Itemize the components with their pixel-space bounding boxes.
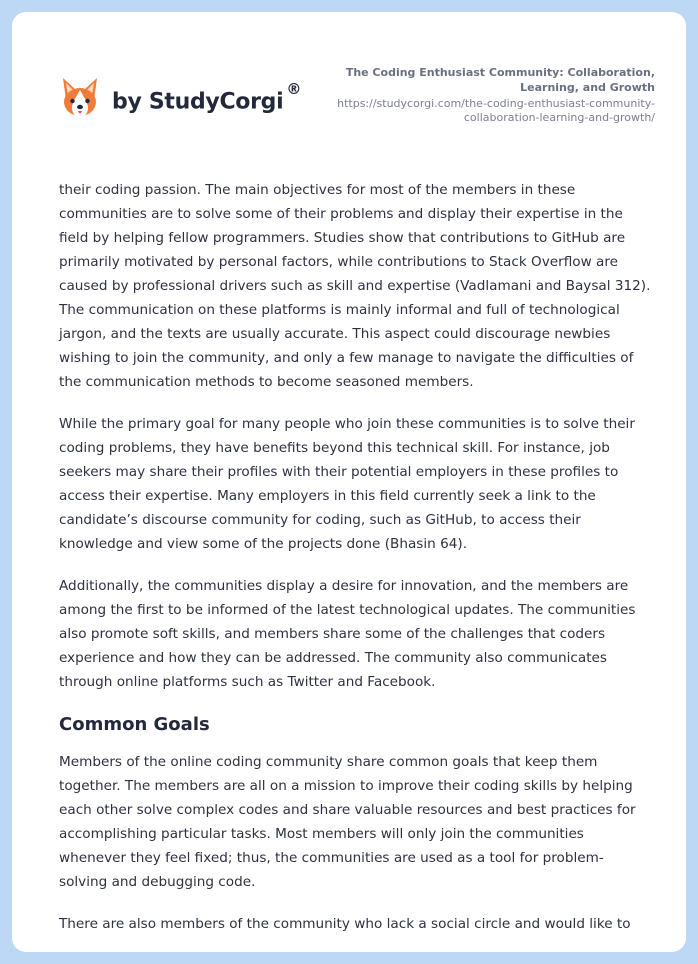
- paragraph: There are also members of the community who lack a social circle and would like to: [59, 916, 631, 932]
- studycorgi-logo[interactable]: [60, 76, 301, 120]
- corgi-icon: [60, 76, 100, 120]
- section-heading-common-goals: Common Goals: [59, 714, 210, 735]
- document-meta: [315, 66, 655, 124]
- document-url[interactable]: https://studycorgi.com/the-coding-enthusiast-community-collaboration-learning-and-growth/: [337, 97, 655, 124]
- paragraph: their coding passion. The main objectives for most of the members in these communities are to solve some of their problems and display their expertise in the field by helping fellow programmers. Studies show that contributions to GitHub are primarily motivated by personal factors, while contributions to Stack Overflow are caused by professional drivers such as skill and expertise (Vadlamani and Baysal 312). The communication on these platforms is mainly informal and full of technological jargon, and the texts are usually accurate. This aspect could discourage newbies wishing to join the community, and only a few manage to navigate the difficulties of the communication methods to become seasoned members.: [59, 182, 651, 390]
- page-card: [12, 12, 686, 952]
- document-title: The Coding Enthusiast Community: Collaboration, Learning, and Growth: [345, 66, 655, 94]
- article-body: [59, 178, 651, 952]
- paragraph: While the primary goal for many people who join these communities is to solve their coding problems, they have benefits beyond this technical skill. For instance, job seekers may share their profiles with their potential employers in these profiles to access their expertise. Many employers in this field currently seek a link to the candidate’s discourse community for coding, such as GitHub, to access their knowledge and view some of the projects done (Bhasin 64).: [59, 416, 635, 552]
- paragraph: Members of the online coding community share common goals that keep them together. The members are all on a mission to improve their coding skills by helping each other solve complex codes and share valuable resources and best practices for accomplishing particular tasks. Most members will only join the communities whenever they feel fixed; thus, the communities are used as a tool for problem-solving and debugging code.: [59, 754, 636, 890]
- paragraph: Additionally, the communities display a desire for innovation, and the members are among the first to be informed of the latest technological updates. The communities also promote soft skills, and members share some of the challenges that coders experience and how they can be addressed. The community also communicates through online platforms such as Twitter and Facebook.: [59, 578, 636, 690]
- brand-name: by StudyCorgi®: [112, 79, 302, 115]
